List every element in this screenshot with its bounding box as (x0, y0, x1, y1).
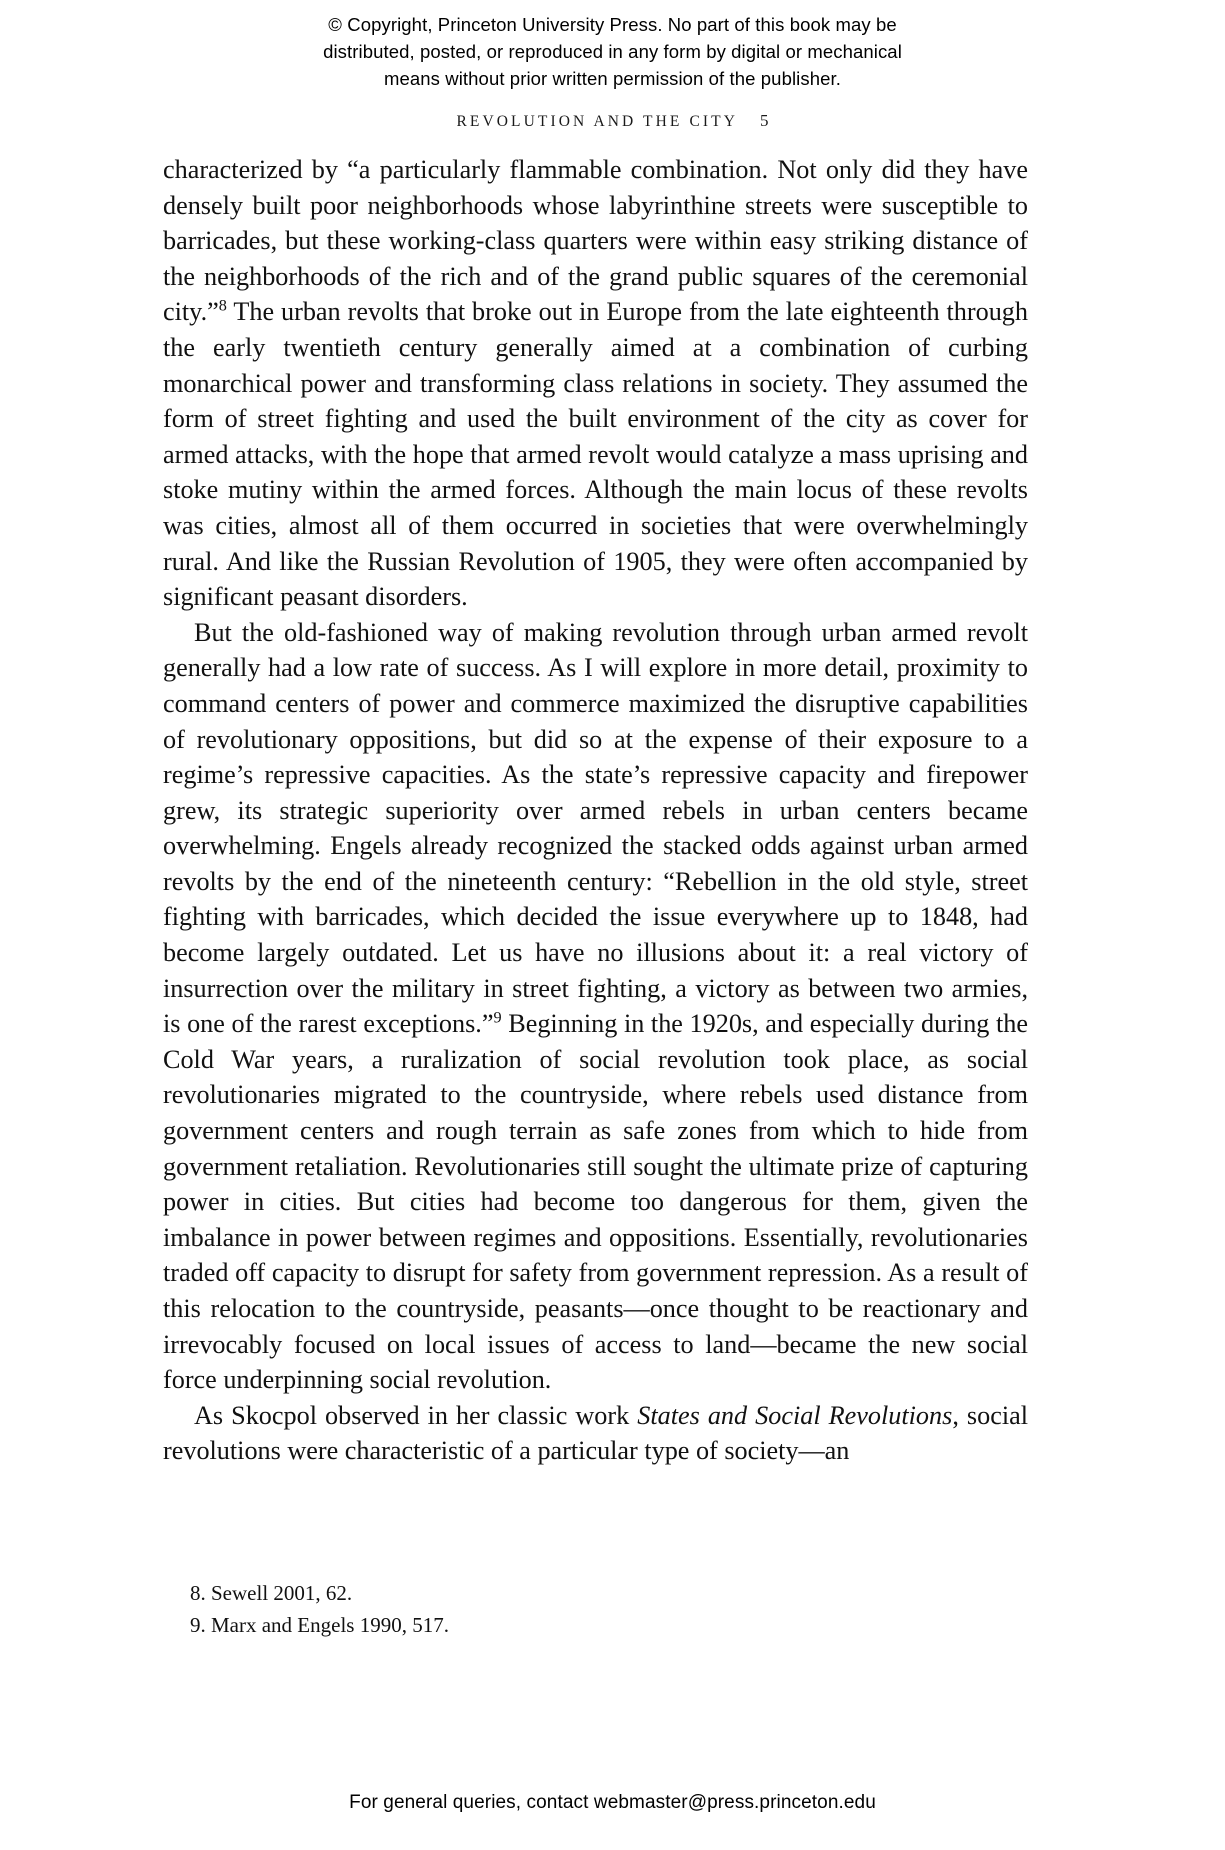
footnote-marker-9: 9 (493, 1008, 502, 1027)
running-head-title: REVOLUTION AND THE CITY (456, 113, 739, 130)
paragraph-3-text-pre: As Skocpol observed in her classic work (194, 1400, 638, 1430)
paragraph-1 (163, 152, 1028, 615)
paragraph-2-text-pre: But the old-fashioned way of making revolution through urban armed revolt generally had a low rate of success. As I will explore in more detail, proximity to command centers of power and commerce maximized the disruptive capabilities of revolutionary oppositions, but did so at the expense of their exposure to a regime’s repressive capacities. As the state’s repressive capacity and firepower grew, its strategic superiority over armed rebels in urban centers became overwhelming. Engels already recognized the stacked odds against urban armed revolts by the end of the nineteenth century: “Rebellion in the old style, street fighting with barricades, which decided the issue everywhere up to 1848, had become largely outdated. Let us have no illusions about it: a real victory of insurrection over the military in street fighting, a victory as between two armies, is one of the rarest exceptions.” (163, 617, 1028, 1039)
paragraph-2 (163, 615, 1028, 1398)
paragraph-1-text-post: The urban revolts that broke out in Europe from the late eighteenth through the early twentieth century generally aimed at a combination of curbing monarchical power and transforming class relations in society. They assumed the form of street fighting and used the built environment of the city as cover for armed attacks, with the hope that armed revolt would catalyze a mass uprising and stoke mutiny within the armed forces. Although the main locus of these revolts was cities, almost all of them occurred in societies that were overwhelmingly rural. And like the Russian Revolution of 1905, they were often accompanied by significant peasant disorders. (163, 297, 1028, 612)
footnote-item-9: 9. Marx and Engels 1990, 517. (190, 1613, 449, 1637)
page-footer (0, 1792, 1225, 1814)
page-footer-text: For general queries, contact webmaster@press.princeton.edu (349, 1792, 876, 1813)
footnote-item-8: 8. Sewell 2001, 62. (190, 1581, 353, 1605)
paragraph-1-text-pre: characterized by “a particularly flammable combination. Not only did they have densely built poor neighborhoods whose labyrinthine streets were susceptible to barricades, but these working-class quarters were within easy striking distance of the neighborhoods of the rich and of the grand public squares of the ceremonial city.” (163, 155, 1028, 327)
paragraph-3-text-post: , social revolutions were characteristic of a particular type of society—an (163, 1400, 1028, 1466)
footnotes-block (190, 1577, 1030, 1641)
footnote-marker-8: 8 (218, 296, 227, 315)
paragraph-3 (163, 1398, 1028, 1469)
paragraph-2-text-post: Beginning in the 1920s, and especially during the Cold War years, a ruralization of social revolution took place, as social revolutionaries migrated to the countryside, where rebels used distance from government centers and rough terrain as safe zones from which to hide from government retaliation. Revolutionaries still sought the ultimate prize of capturing power in cities. But cities had become too dangerous for them, given the imbalance in power between regimes and oppositions. Essentially, revolutionaries traded off capacity to disrupt for safety from government repression. As a result of this relocation to the countryside, peasants—once thought to be reactionary and irrevocably focused on local issues of access to land—became the new social force underpinning social revolution. (163, 1009, 1028, 1395)
body-textblock (163, 152, 1028, 1469)
book-title-italic: States and Social Revolutions (637, 1400, 953, 1430)
copyright-line-3: means without prior written permission of the publisher. (383, 67, 841, 89)
copyright-notice (0, 12, 1225, 92)
copyright-line-2: distributed, posted, or reproduced in any form by digital or mechanical (323, 40, 902, 62)
running-head (0, 111, 1225, 131)
copyright-line-1: © Copyright, Princeton University Press. No part of this book may be (328, 14, 897, 35)
page-number: 5 (760, 111, 769, 130)
